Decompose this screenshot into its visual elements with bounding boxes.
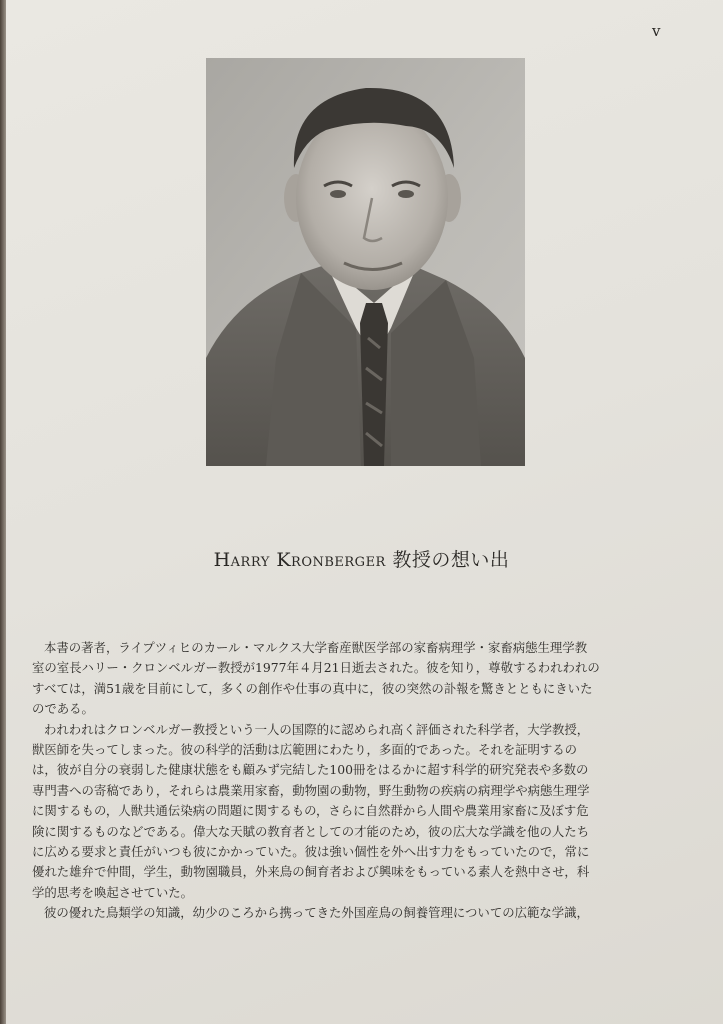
text-line: 専門書への寄稿であり，それらは農業用家畜，動物園の動物，野生動物の疾病の病理学や病態生理学 [32, 782, 590, 798]
text-line: に関するもの，人獣共通伝染病の問題に関するもの，さらに自然群から人間や農業用家畜に及ぼす危 [32, 803, 589, 819]
text-line: われわれはクロンベルガー教授という一人の国際的に認められ高く評価された科学者，大学教授， [44, 721, 590, 737]
portrait-photo [206, 58, 525, 466]
portrait-illustration [206, 58, 525, 466]
text-line: 優れた雄弁で仲間，学生，動物園職員，外来鳥の飼育者および興味をもっている素人を熱中させ，科 [32, 864, 590, 880]
text-line: 険に関するものなどである。偉大な天賦の教育者としての才能のため，彼の広大な学識を他の人たち [32, 823, 590, 839]
heading-name: Harry Kronberger [213, 549, 386, 571]
text-line: に広める要求と責任がいつも彼にかかっていた。彼は強い個性を外へ出す力をもっていたので，常に [32, 844, 590, 860]
text-line: すべては，満51歳を目前にして，多くの創作や仕事の真中に，彼の突然の訃報を驚きとともにきいた [32, 680, 593, 696]
text-line: 獣医師を失ってしまった。彼の科学的活動は広範囲にわたり，多面的であった。それを証明するの [32, 742, 578, 758]
text-line: 本書の著者，ライプツィヒのカール・マルクス大学畜産獣医学部の家畜病理学・家畜病態生理学教 [44, 640, 588, 655]
heading-title: 教授の想い出 [392, 549, 510, 571]
text-line: は，彼が自分の衰弱した健康状態をも顧みず完結した100冊をはるかに超す科学的研究発表や多数の [32, 762, 589, 778]
memorial-text [32, 638, 708, 924]
text-line: 学的思考を喚起させていた。 [32, 884, 194, 900]
text-line: のである。 [32, 701, 94, 717]
page-number: v [652, 22, 661, 40]
section-heading [0, 545, 723, 572]
text-line: 室の室長ハリー・クロンベルガー教授が1977年４月21日逝去された。彼を知り，尊敬するわれわれの [32, 660, 600, 676]
page-edge-shadow [0, 0, 6, 1024]
text-line: 彼の優れた鳥類学の知識，幼少のころから携ってきた外国産鳥の飼養管理についての広範な学識， [44, 905, 589, 921]
